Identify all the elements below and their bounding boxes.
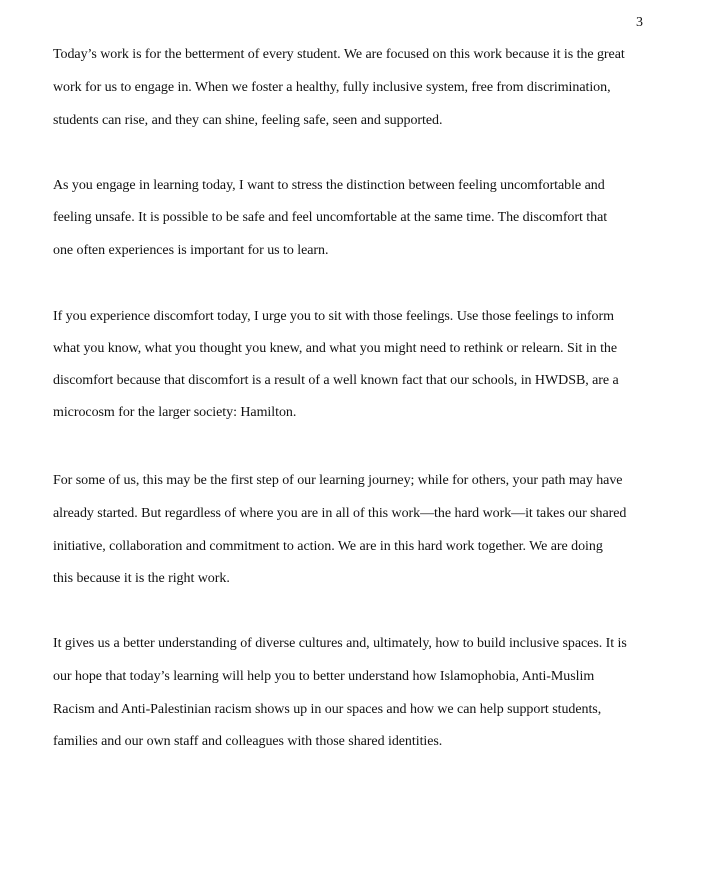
page-number: 3 xyxy=(636,15,643,30)
paragraph-4-line-3: initiative, collaboration and commitment to action. We are in this hard work together. We are doing xyxy=(53,539,603,554)
paragraph-4-line-1: For some of us, this may be the first step of our learning journey; while for others, your path may have xyxy=(53,473,623,488)
paragraph-3-line-4: microcosm for the larger society: Hamilton. xyxy=(53,405,297,420)
paragraph-4-line-2: already started. But regardless of where you are in all of this work—the hard work—it takes our shared xyxy=(53,506,627,521)
paragraph-3-line-1: If you experience discomfort today, I urge you to sit with those feelings. Use those feelings to inform xyxy=(53,309,614,324)
paragraph-2-line-3: one often experiences is important for us to learn. xyxy=(53,243,329,258)
paragraph-4-line-4: this because it is the right work. xyxy=(53,571,230,586)
paragraph-3-line-2: what you know, what you thought you knew, and what you might need to rethink or relearn. Sit in the xyxy=(53,341,618,356)
paragraph-5-line-2: our hope that today’s learning will help you to better understand how Islamophobia, Anti-Muslim xyxy=(53,669,595,684)
paragraph-1-line-2: work for us to engage in. When we foster a healthy, fully inclusive system, free from discrimination, xyxy=(53,80,611,95)
paragraph-5-line-4: families and our own staff and colleagues with those shared identities. xyxy=(53,734,443,749)
paragraph-2-line-1: As you engage in learning today, I want to stress the distinction between feeling uncomfortable and xyxy=(53,178,605,193)
paragraph-1-line-1: Today’s work is for the betterment of every student. We are focused on this work because it is the great xyxy=(53,47,625,62)
paragraph-2-line-2: feeling unsafe. It is possible to be safe and feel uncomfortable at the same time. The discomfort that xyxy=(53,210,608,225)
paragraph-5-line-1: It gives us a better understanding of diverse cultures and, ultimately, how to build inclusive spaces. It is xyxy=(53,636,627,651)
paragraph-1-line-3: students can rise, and they can shine, feeling safe, seen and supported. xyxy=(53,113,443,128)
paragraph-3-line-3: discomfort because that discomfort is a result of a well known fact that our schools, in HWDSB, are a xyxy=(53,373,619,388)
paragraph-5-line-3: Racism and Anti-Palestinian racism shows up in our spaces and how we can help support students, xyxy=(53,702,602,717)
